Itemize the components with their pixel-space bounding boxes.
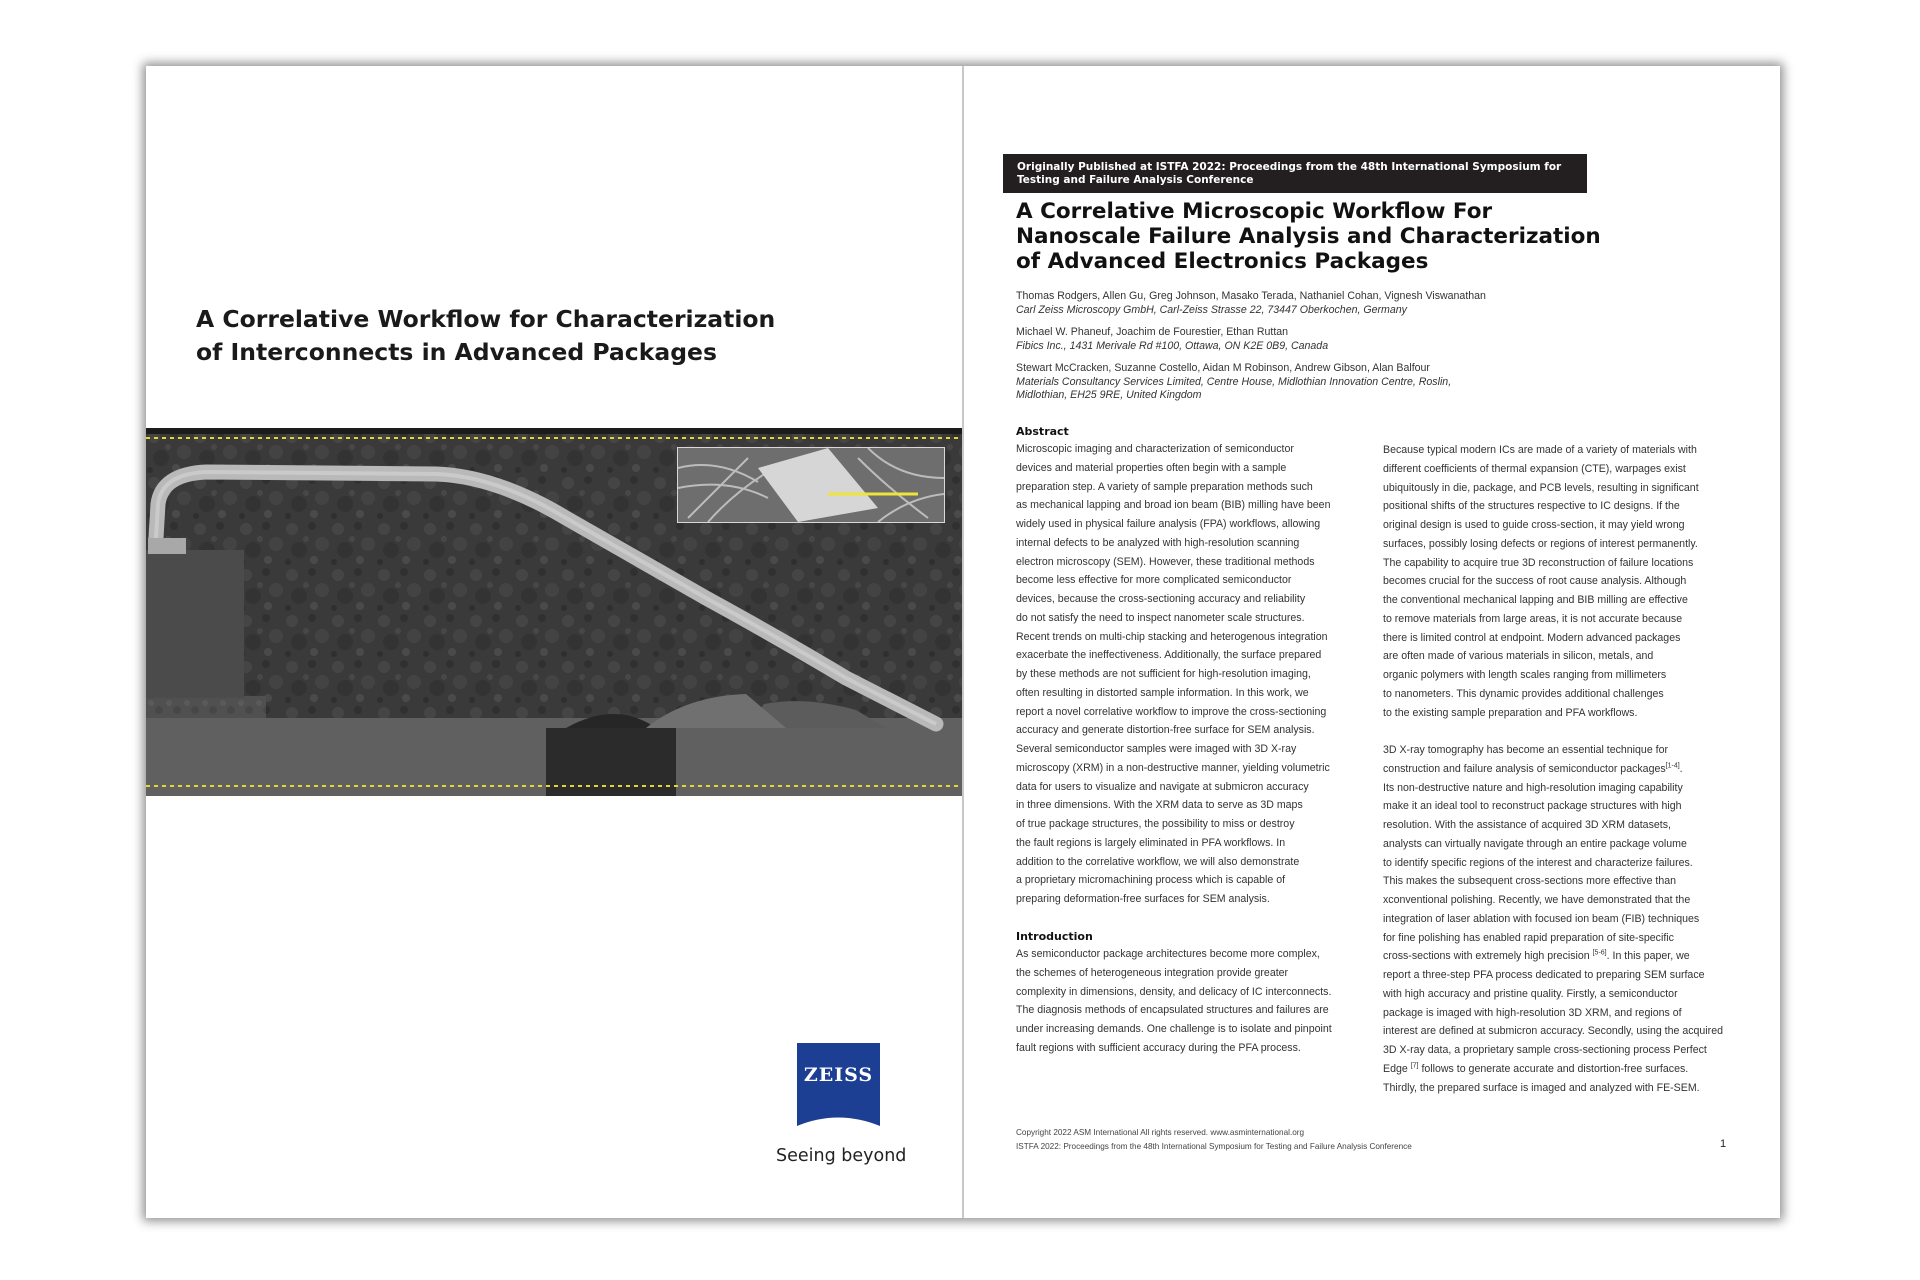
text-line: analysts can virtually navigate through an entire package volume: [1383, 837, 1687, 850]
text-line: by these methods are not sufficient for high-resolution imaging,: [1016, 668, 1311, 680]
publication-banner: [1003, 154, 1587, 193]
body-paragraph: [1383, 441, 1743, 722]
cover-micrograph: [146, 428, 962, 796]
text-line: for fine polishing has enabled rapid preparation of site-specific: [1383, 931, 1674, 944]
text-line: Thirdly, the prepared surface is imaged and analyzed with FE-SEM.: [1383, 1081, 1700, 1094]
text-line: report a three-step PFA process dedicated to preparing SEM surface: [1383, 969, 1705, 981]
text-line: Microscopic imaging and characterization of semiconductor: [1016, 443, 1294, 455]
footer-proceedings: ISTFA 2022: Proceedings from the 48th International Symposium for Testing and Failure Analysis Conference: [1016, 1141, 1412, 1151]
cover-title: [196, 303, 796, 369]
abstract-heading: Abstract: [1016, 425, 1069, 438]
cover-title-line: A Correlative Workflow for Characterization: [196, 305, 776, 333]
text-line: This makes the subsequent cross-sections more effective than: [1383, 875, 1677, 888]
article-title: [1016, 199, 1601, 274]
text-line: becomes crucial for the success of root cause analysis. Although: [1383, 575, 1687, 588]
text-line: As semiconductor package architectures become more complex,: [1016, 948, 1320, 960]
text-fragment: cross-sections with extremely high precision: [1383, 950, 1590, 963]
footer-copyright: Copyright 2022 ASM International All rights reserved. www.asminternational.org: [1016, 1128, 1305, 1137]
zeiss-logo-mark: [797, 1043, 880, 1126]
publication-banner-line: Testing and Failure Analysis Conference: [1017, 173, 1254, 186]
text-line: [1383, 1060, 1743, 1079]
text-line: there is limited control at endpoint. Modern advanced packages: [1383, 631, 1681, 644]
author-names: Michael W. Phaneuf, Joachim de Fourestier, Ethan Ruttan: [1016, 326, 1289, 338]
zeiss-logo: [797, 1043, 880, 1126]
author-affiliation: [1016, 326, 1536, 353]
text-line: make it an ideal tool to reconstruct package structures with high: [1383, 800, 1682, 813]
text-line: the fault regions is largely eliminated in PFA workflows. In: [1016, 836, 1286, 849]
text-line: microscopy (XRM) in a non-destructive manner, yielding volumetric: [1016, 761, 1330, 774]
text-line: fault regions with sufficient accuracy during the PFA process.: [1016, 1041, 1301, 1054]
author-organization: Fibics Inc., 1431 Merivale Rd #100, Ottawa, ON K2E 0B9, Canada: [1016, 339, 1329, 352]
text-line: 3D X-ray data, a proprietary sample cross-sectioning process Perfect: [1383, 1044, 1707, 1056]
text-line: original design is used to guide cross-section, it may yield wrong: [1383, 519, 1685, 531]
text-line: Recent trends on multi-chip stacking and heterogenous integration: [1016, 630, 1328, 643]
text-line: xconventional polishing. Recently, we have demonstrated that the: [1383, 894, 1691, 906]
text-line: preparing deformation-free surfaces for SEM analysis.: [1016, 893, 1270, 905]
author-names: Stewart McCracken, Suzanne Costello, Aidan M Robinson, Andrew Gibson, Alan Balfour: [1016, 362, 1430, 374]
text-fragment: . In this paper, we: [1606, 950, 1690, 963]
paragraph-gap: [1383, 722, 1743, 741]
page-divider: [962, 66, 964, 1218]
text-line: with high accuracy and pristine quality. Firstly, a semiconductor: [1383, 987, 1678, 1000]
zeiss-logo-text: ZEISS: [803, 1064, 874, 1086]
author-names: Thomas Rodgers, Allen Gu, Greg Johnson, Masako Terada, Nathaniel Cohan, Vignesh Viswanathan: [1016, 290, 1486, 302]
article-title-line: A Correlative Microscopic Workflow For: [1016, 199, 1493, 224]
text-line: to the existing sample preparation and PFA workflows.: [1383, 706, 1638, 719]
text-line: complexity in dimensions, density, and delicacy of IC interconnects.: [1016, 985, 1332, 998]
introduction-heading: Introduction: [1016, 930, 1093, 943]
citation-ref: [7]: [1410, 1062, 1419, 1070]
citation-ref: [5-6]: [1592, 949, 1607, 957]
text-line: positional shifts of the structures respective to IC designs. If the: [1383, 500, 1680, 513]
text-fragment: .: [1679, 762, 1683, 775]
text-line: [1383, 947, 1743, 966]
text-line: surfaces, possibly losing defects or regions of interest permanently.: [1383, 537, 1698, 550]
text-fragment: construction and failure analysis of semiconductor packages: [1383, 762, 1666, 775]
text-line: Because typical modern ICs are made of a variety of materials with: [1383, 444, 1697, 456]
cover-tagline: Seeing beyond: [776, 1146, 907, 1166]
text-line: exacerbate the ineffectiveness. Additionally, the surface prepared: [1016, 649, 1322, 662]
text-line: data for users to visualize and navigate at submicron accuracy: [1016, 780, 1309, 793]
body-text-right-column: [1383, 441, 1743, 1097]
inset-image: [678, 448, 944, 522]
text-line: internal defects to be analyzed with high-resolution scanning: [1016, 536, 1300, 549]
text-line: under increasing demands. One challenge is to isolate and pinpoint: [1016, 1023, 1332, 1035]
text-line: as mechanical lapping and broad ion beam (BIB) milling have been: [1016, 499, 1331, 512]
text-line: resolution. With the assistance of acquired 3D XRM datasets,: [1383, 819, 1671, 831]
text-line: to identify specific regions of the interest and characterize failures.: [1383, 856, 1693, 869]
text-line: integration of laser ablation with focused ion beam (FIB) techniques: [1383, 912, 1700, 925]
abstract-text: [1016, 440, 1376, 909]
text-line: become less effective for more complicated semiconductor: [1016, 574, 1292, 587]
body-paragraph: [1383, 741, 1743, 1097]
text-line: devices, because the cross-sectioning accuracy and reliability: [1016, 593, 1306, 605]
author-organization: Midlothian, EH25 9RE, United Kingdom: [1016, 389, 1202, 401]
text-line: are often made of various materials in silicon, metals, and: [1383, 650, 1654, 663]
text-line: organic polymers with length scales ranging from millimeters: [1383, 669, 1667, 681]
text-line: of true package structures, the possibility to miss or destroy: [1016, 818, 1295, 830]
text-line: report a novel correlative workflow to improve the cross-sectioning: [1016, 705, 1327, 718]
citation-ref: [1-4]: [1665, 762, 1680, 770]
text-line: widely used in physical failure analysis (FPA) workflows, allowing: [1016, 518, 1321, 530]
text-line: 3D X-ray tomography has become an essential technique for: [1383, 744, 1669, 756]
text-line: ubiquitously in die, package, and PCB levels, resulting in significant: [1383, 481, 1699, 494]
micrograph-inset: [677, 447, 945, 523]
article-title-line: of Advanced Electronics Packages: [1016, 249, 1429, 274]
page-number: 1: [1720, 1138, 1727, 1150]
text-line: Several semiconductor samples were imaged with 3D X-ray: [1016, 743, 1297, 755]
text-fragment: follows to generate accurate and distortion-free surfaces.: [1418, 1062, 1689, 1075]
article-title-line: Nanoscale Failure Analysis and Characterization: [1016, 224, 1601, 249]
author-organization: Materials Consultancy Services Limited, Centre House, Midlothian Innovation Centre, Roslin,: [1016, 375, 1452, 388]
text-line: often resulting in distorted sample information. In this work, we: [1016, 686, 1309, 699]
text-line: to remove materials from large areas, it is not accurate because: [1383, 612, 1683, 625]
text-line: a proprietary micromachining process which is capable of: [1016, 874, 1286, 887]
introduction-text: [1016, 945, 1376, 1058]
author-affiliation: [1016, 362, 1536, 403]
author-affiliation: [1016, 290, 1536, 317]
text-line: different coefficients of thermal expansion (CTE), warpages exist: [1383, 462, 1686, 475]
text-line: interest are defined at submicron accuracy. Secondly, using the acquired: [1383, 1025, 1723, 1038]
text-line: addition to the correlative workflow, we will also demonstrate: [1016, 855, 1300, 868]
page-footer: [1016, 1126, 1412, 1153]
author-organization: Carl Zeiss Microscopy GmbH, Carl-Zeiss Strasse 22, 73447 Oberkochen, Germany: [1016, 303, 1407, 316]
text-line: [1383, 760, 1743, 779]
publication-banner-line: Originally Published at ISTFA 2022: Proceedings from the 48th International Symposium for: [1017, 161, 1562, 173]
text-line: devices and material properties often begin with a sample: [1016, 461, 1287, 474]
text-line: Its non-destructive nature and high-resolution imaging capability: [1383, 781, 1683, 794]
cover-title-line: of Interconnects in Advanced Packages: [196, 338, 717, 366]
text-line: electron microscopy (SEM). However, these traditional methods: [1016, 555, 1315, 568]
text-line: package is imaged with high-resolution 3D XRM, and regions of: [1383, 1006, 1682, 1019]
text-line: to nanometers. This dynamic provides additional challenges: [1383, 687, 1664, 700]
text-line: the conventional mechanical lapping and BIB milling are effective: [1383, 594, 1688, 606]
text-fragment: Edge: [1383, 1062, 1408, 1075]
text-line: preparation step. A variety of sample preparation methods such: [1016, 480, 1313, 493]
text-line: The capability to acquire true 3D reconstruction of failure locations: [1383, 556, 1694, 569]
text-line: accuracy and generate distortion-free surface for SEM analysis.: [1016, 724, 1315, 737]
text-line: in three dimensions. With the XRM data to serve as 3D maps: [1016, 799, 1303, 812]
text-line: do not satisfy the need to inspect nanometer scale structures.: [1016, 611, 1305, 624]
text-line: The diagnosis methods of encapsulated structures and failures are: [1016, 1004, 1329, 1017]
text-line: the schemes of heterogeneous integration provide greater: [1016, 966, 1289, 979]
